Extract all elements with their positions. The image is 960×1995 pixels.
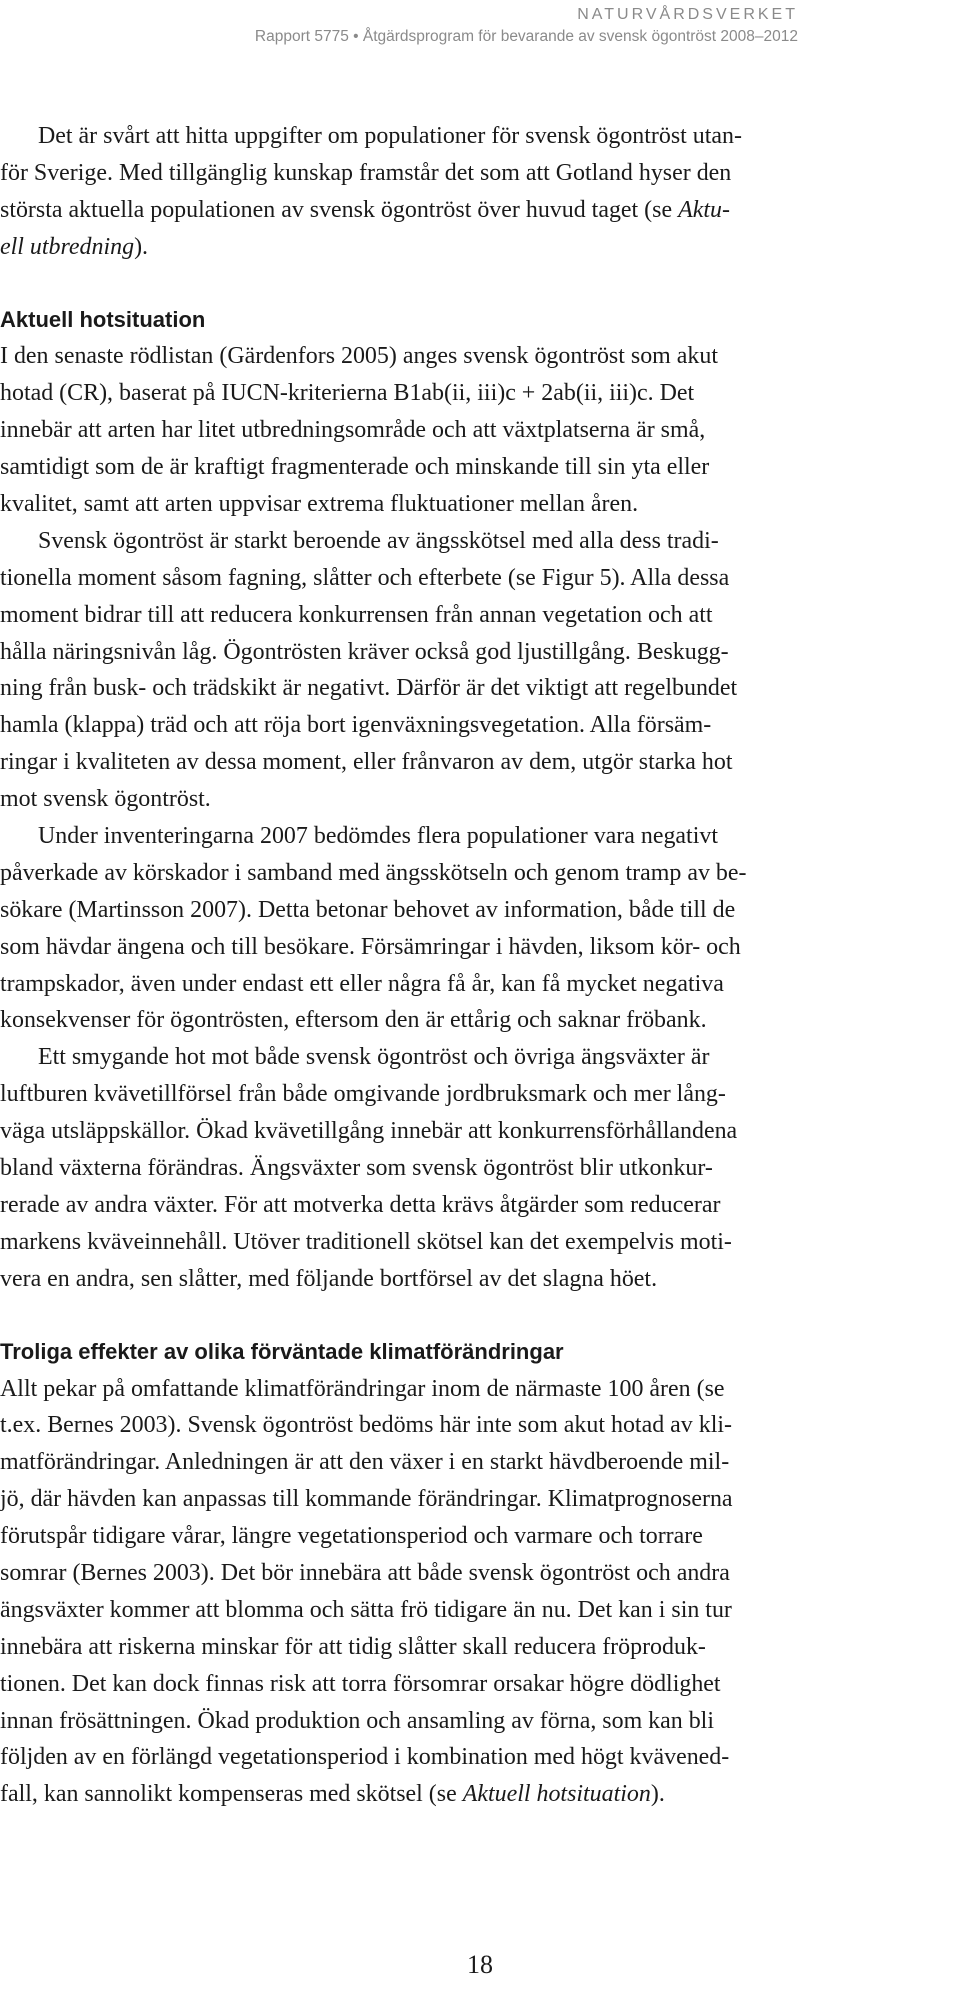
text-line: som hävdar ängena och till besökare. Försämringar i hävden, liksom kör- och	[0, 933, 741, 960]
intro-paragraph	[0, 118, 960, 266]
text-line: innebär att arten har litet utbredningsområde och att växtplatserna är små,	[0, 417, 706, 444]
text-line: fall, kan sannolikt kompenseras med skötsel (se Aktuell hotsituation).	[0, 1781, 665, 1808]
text-line: ängsväxter kommer att blomma och sätta frö tidigare än nu. Det kan i sin tur	[0, 1596, 732, 1623]
text-line: förutspår tidigare vårar, längre vegetationsperiod och varmare och torrare	[0, 1523, 703, 1550]
header-organization: NATURVÅRDSVERKET	[577, 6, 798, 23]
text-line: t.ex. Bernes 2003). Svensk ögontröst bedöms här inte som akut hotad av kli-	[0, 1412, 732, 1439]
text-line: trampskador, även under endast ett eller några få år, kan få mycket negativa	[0, 970, 724, 997]
threat-paragraph-2	[0, 523, 960, 818]
text-line: Svensk ögontröst är starkt beroende av ängsskötsel med alla dess tradi-	[38, 527, 719, 554]
text-line: för Sverige. Med tillgänglig kunskap framstår det som att Gotland hyser den	[0, 159, 732, 186]
text-line: samtidigt som de är kraftigt fragmenterade och minskande till sin yta eller	[0, 454, 710, 481]
italic-reference: Aktu-	[678, 196, 730, 223]
text-line: rerade av andra växter. För att motverka detta krävs åtgärder som reducerar	[0, 1191, 721, 1218]
text-line: ringar i kvaliteten av dessa moment, eller frånvaron av dem, utgör starka hot	[0, 749, 733, 776]
section-heading-threat: Aktuell hotsituation	[0, 306, 206, 332]
text-line: moment bidrar till att reducera konkurrensen från annan vegetation och att	[0, 601, 713, 628]
threat-paragraph-1	[0, 338, 960, 522]
text-line: Ett smygande hot mot både svensk ögontröst och övriga ängsväxter är	[38, 1044, 710, 1071]
italic-reference: ell utbredning	[0, 233, 135, 260]
page-header	[255, 4, 798, 48]
text-line: tionella moment såsom fagning, slåtter och efterbete (se Figur 5). Alla dessa	[0, 564, 730, 591]
text-line: tionen. Det kan dock finnas risk att torra försomrar orsakar högre dödlighet	[0, 1670, 721, 1697]
text-line: luftburen kvävetillförsel från både omgivande jordbruksmark och mer lång-	[0, 1081, 726, 1108]
text-line: hamla (klappa) träd och att röja bort igenväxningsvegetation. Alla försäm-	[0, 712, 712, 739]
threat-paragraph-3	[0, 818, 960, 1039]
text-line: vera en andra, sen slåtter, med följande bortförsel av det slagna höet.	[0, 1265, 658, 1292]
page-number: 18	[467, 1950, 493, 1979]
text-line: Under inventeringarna 2007 bedömdes flera populationer vara negativt	[38, 823, 718, 850]
text-line: matförändringar. Anledningen är att den växer i en starkt hävdberoende mil-	[0, 1449, 730, 1476]
text-line: hotad (CR), baserat på IUCN-kriterierna B1ab(ii, iii)c + 2ab(ii, iii)c. Det	[0, 380, 695, 407]
section-heading-climate: Troliga effekter av olika förväntade klimatförändringar	[0, 1338, 564, 1364]
italic-reference: Aktuell hotsituation	[462, 1781, 651, 1808]
document-body	[0, 118, 960, 1813]
text-line: följden av en förlängd vegetationsperiod i kombination med högt kvävened-	[0, 1744, 730, 1771]
text-line: mot svensk ögontröst.	[0, 786, 211, 813]
text-line: Allt pekar på omfattande klimatförändringar inom de närmaste 100 åren (se	[0, 1375, 725, 1402]
text-line: ell utbredning).	[0, 233, 149, 260]
text-line: påverkade av körskador i samband med ängsskötseln och genom tramp av be-	[0, 859, 747, 886]
text-line: jö, där hävden kan anpassas till kommande förändringar. Klimatprognoserna	[0, 1486, 733, 1513]
header-report-title: Rapport 5775 • Åtgärdsprogram för bevarande av svensk ögontröst 2008–2012	[254, 28, 798, 45]
text-line: bland växterna förändras. Ängsväxter som svensk ögontröst blir utkonkur-	[0, 1155, 713, 1182]
text-line: hålla näringsnivån låg. Ögontrösten kräver också god ljustillgång. Beskugg-	[0, 638, 729, 665]
text-line: Det är svårt att hitta uppgifter om populationer för svensk ögontröst utan-	[38, 123, 742, 149]
threat-paragraph-4	[0, 1039, 960, 1297]
climate-paragraph	[0, 1371, 960, 1814]
text-line: största aktuella populationen av svensk ögontröst över huvud taget (se Aktu-	[0, 196, 730, 223]
text-line: väga utsläppskällor. Ökad kvävetillgång innebär att konkurrensförhållandena	[0, 1118, 738, 1145]
text-line: konsekvenser för ögontrösten, eftersom den är ettårig och saknar fröbank.	[0, 1007, 707, 1034]
text-line: markens kväveinnehåll. Utöver traditionell skötsel kan det exempelvis moti-	[0, 1228, 732, 1255]
text-line: ning från busk- och trädskikt är negativt. Därför är det viktigt att regelbundet	[0, 675, 738, 702]
text-line: I den senaste rödlistan (Gärdenfors 2005) anges svensk ögontröst som akut	[0, 343, 718, 370]
text-line: sökare (Martinsson 2007). Detta betonar behovet av information, både till de	[0, 896, 736, 923]
text-line: kvalitet, samt att arten uppvisar extrema fluktuationer mellan åren.	[0, 491, 639, 518]
text-line: innebära att riskerna minskar för att tidig slåtter skall reducera fröproduk-	[0, 1633, 706, 1660]
text-line: somrar (Bernes 2003). Det bör innebära att både svensk ögontröst och andra	[0, 1559, 730, 1586]
text-line: innan frösättningen. Ökad produktion och ansamling av förna, som kan bli	[0, 1707, 714, 1734]
